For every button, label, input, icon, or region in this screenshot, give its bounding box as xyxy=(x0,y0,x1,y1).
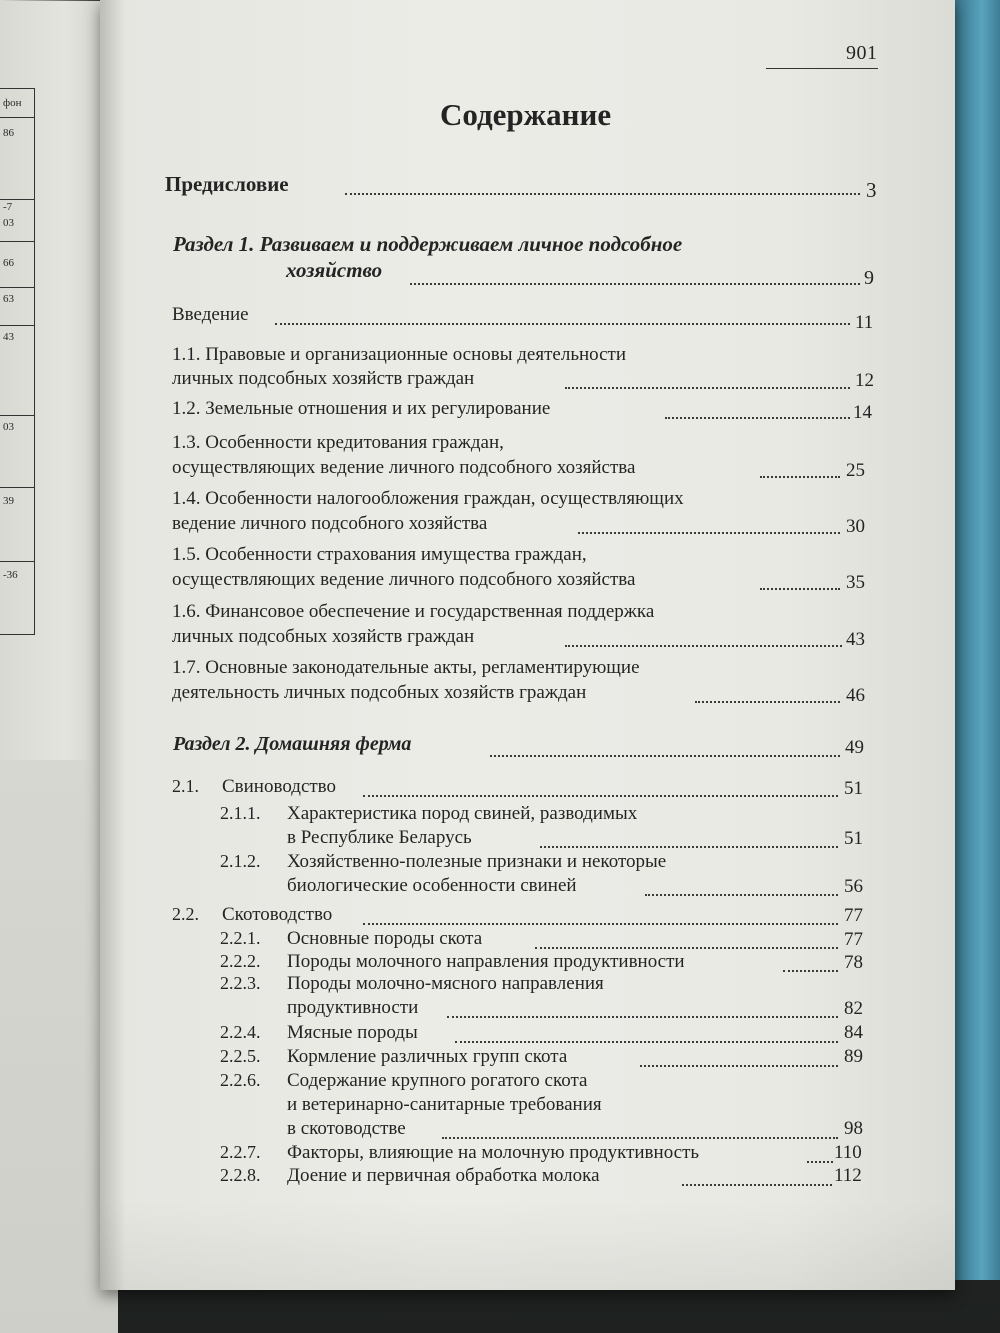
toc-item-number: 2.2.1. xyxy=(220,928,261,948)
table-rule xyxy=(0,325,34,326)
toc-item-2-1-1-cont: в Республике Беларусь xyxy=(287,827,472,848)
toc-page-number: 77 xyxy=(844,905,863,926)
toc-item-1-1: 1.1. Правовые и организационные основы деятельности xyxy=(172,344,627,365)
toc-item-1-1-cont: личных подсобных хозяйств граждан xyxy=(172,368,475,389)
toc-page-number: 9 xyxy=(864,267,874,289)
toc-leader-dots xyxy=(760,476,840,478)
toc-leader-dots xyxy=(578,532,840,534)
table-cell: 66 xyxy=(3,257,14,269)
toc-item-number: 2.2.4. xyxy=(220,1022,261,1042)
toc-leader-dots xyxy=(442,1137,838,1139)
toc-item-number: 2.2.5. xyxy=(220,1046,261,1066)
toc-item-2-2-5: Кормление различных групп скота xyxy=(287,1046,568,1067)
toc-leader-dots xyxy=(275,323,850,325)
toc-item-number: 2.2.6. xyxy=(220,1070,261,1090)
toc-preface-label: Предисловие xyxy=(165,172,289,196)
toc-page-number: 84 xyxy=(844,1022,863,1043)
toc-item-number: 2.2.3. xyxy=(220,973,261,993)
toc-item-1-4-cont: ведение личного подсобного хозяйства xyxy=(172,513,488,534)
toc-leader-dots xyxy=(363,923,838,925)
toc-item-number: 2.1.1. xyxy=(220,803,261,823)
page-shadow xyxy=(100,1200,955,1290)
toc-leader-dots xyxy=(783,970,838,972)
table-rule xyxy=(0,415,34,416)
toc-item-2-2-4: Мясные породы xyxy=(287,1022,418,1043)
toc-leader-dots xyxy=(807,1161,833,1163)
toc-page-number: 43 xyxy=(846,629,865,650)
toc-item-2-1: Свиноводство xyxy=(222,776,337,797)
toc-page-number: 49 xyxy=(845,737,864,758)
toc-page-number: 98 xyxy=(844,1118,863,1139)
toc-leader-dots xyxy=(565,645,842,647)
toc-leader-dots xyxy=(455,1041,838,1043)
toc-item-number: 2.2.7. xyxy=(220,1142,261,1162)
toc-item-2-1-1: Характеристика пород свиней, разводимых xyxy=(287,803,638,824)
table-cell: -36 xyxy=(3,569,18,581)
table-cell: фон xyxy=(3,97,22,109)
table-cell: 03 xyxy=(3,421,14,433)
toc-page-number: 11 xyxy=(855,312,874,333)
toc-page-number: 89 xyxy=(844,1046,863,1067)
toc-leader-dots xyxy=(665,417,850,419)
toc-item-2-2-7: Факторы, влияющие на молочную продуктивность xyxy=(287,1142,700,1163)
toc-page-number: 51 xyxy=(844,828,863,849)
toc-item-1-2: 1.2. Земельные отношения и их регулирование xyxy=(172,398,551,419)
toc-item-number: 2.1.2. xyxy=(220,851,261,871)
table-rule xyxy=(0,117,34,118)
toc-item-number: 2.2.8. xyxy=(220,1165,261,1185)
toc-leader-dots xyxy=(490,755,840,757)
toc-item-2-2-1: Основные породы скота xyxy=(287,928,483,949)
toc-item-number: 2.1. xyxy=(172,776,199,796)
toc-page-number: 30 xyxy=(846,516,865,537)
toc-section-2-title: Раздел 2. Домашняя ферма xyxy=(173,733,412,755)
toc-page-number: 78 xyxy=(844,952,863,973)
toc-leader-dots xyxy=(565,387,850,389)
toc-intro-label: Введение xyxy=(172,304,249,325)
table-rule xyxy=(0,487,34,488)
table-rule xyxy=(0,561,34,562)
left-page-table xyxy=(0,88,35,635)
toc-item-2-2-3: Породы молочно-мясного направления xyxy=(287,973,604,994)
table-cell: -7 xyxy=(3,201,13,213)
toc-page-number: 3 xyxy=(866,178,877,202)
toc-item-1-6-cont: личных подсобных хозяйств граждан xyxy=(172,626,475,647)
table-rule xyxy=(0,287,34,288)
toc-item-1-3-cont: осуществляющих ведение личного подсобного хозяйства xyxy=(172,457,636,478)
toc-page-number: 46 xyxy=(846,685,865,706)
toc-item-1-7-cont: деятельность личных подсобных хозяйств граждан xyxy=(172,682,587,703)
table-cell: 39 xyxy=(3,495,14,507)
toc-item-number: 2.2. xyxy=(172,904,199,924)
toc-section-1-title-cont: хозяйство xyxy=(286,258,383,282)
toc-item-2-1-2: Хозяйственно-полезные признаки и некоторые xyxy=(287,851,667,872)
toc-leader-dots xyxy=(410,283,860,285)
page-title: Содержание xyxy=(440,97,612,132)
table-rule xyxy=(0,241,34,242)
table-cell: 63 xyxy=(3,293,14,305)
table-cell: 86 xyxy=(3,127,14,139)
toc-item-2-2: Скотоводство xyxy=(222,904,333,925)
toc-item-number: 2.2.2. xyxy=(220,951,261,971)
toc-page-number: 35 xyxy=(846,572,865,593)
toc-leader-dots xyxy=(760,588,840,590)
toc-item-1-6: 1.6. Финансовое обеспечение и государственная поддержка xyxy=(172,601,655,622)
page-number: 901 xyxy=(846,42,878,64)
toc-item-1-3: 1.3. Особенности кредитования граждан, xyxy=(172,432,504,453)
toc-item-2-2-6-cont: и ветеринарно-санитарные требования xyxy=(287,1094,602,1115)
page-number-rule xyxy=(766,68,878,69)
toc-leader-dots xyxy=(682,1184,832,1186)
toc-item-2-2-6-cont2: в скотоводстве xyxy=(287,1118,406,1139)
toc-item-2-2-8: Доение и первичная обработка молока xyxy=(287,1165,600,1186)
table-rule xyxy=(0,199,34,200)
toc-page-number: 110 xyxy=(834,1142,862,1163)
toc-leader-dots xyxy=(447,1016,838,1018)
toc-page-number: 51 xyxy=(844,778,863,799)
toc-item-1-7: 1.7. Основные законодательные акты, регламентирующие xyxy=(172,657,640,678)
toc-page-number: 77 xyxy=(844,929,863,950)
toc-leader-dots xyxy=(640,1065,838,1067)
toc-page-number: 25 xyxy=(846,460,865,481)
toc-item-1-5-cont: осуществляющих ведение личного подсобного хозяйства xyxy=(172,569,636,590)
toc-leader-dots xyxy=(540,846,838,848)
toc-item-2-2-6: Содержание крупного рогатого скота xyxy=(287,1070,588,1091)
toc-section-1-title: Раздел 1. Развиваем и поддерживаем личное подсобное xyxy=(173,232,683,256)
toc-item-2-1-2-cont: биологические особенности свиней xyxy=(287,875,577,896)
toc-leader-dots xyxy=(363,795,838,797)
table-cell: 03 xyxy=(3,217,14,229)
toc-leader-dots xyxy=(345,193,860,195)
toc-page-number: 112 xyxy=(834,1165,862,1186)
toc-leader-dots xyxy=(695,701,840,703)
toc-page-number: 56 xyxy=(844,876,863,897)
toc-leader-dots xyxy=(645,894,838,896)
toc-page-number: 82 xyxy=(844,998,863,1019)
toc-item-2-2-2: Породы молочного направления продуктивности xyxy=(287,951,685,972)
toc-item-1-4: 1.4. Особенности налогообложения граждан, осуществляющих xyxy=(172,488,684,509)
toc-page-number: 12 xyxy=(855,370,874,391)
toc-page-number: 14 xyxy=(853,402,872,423)
table-cell: 43 xyxy=(3,331,14,343)
toc-item-1-5: 1.5. Особенности страхования имущества граждан, xyxy=(172,544,587,565)
toc-item-2-2-3-cont: продуктивности xyxy=(287,997,419,1018)
